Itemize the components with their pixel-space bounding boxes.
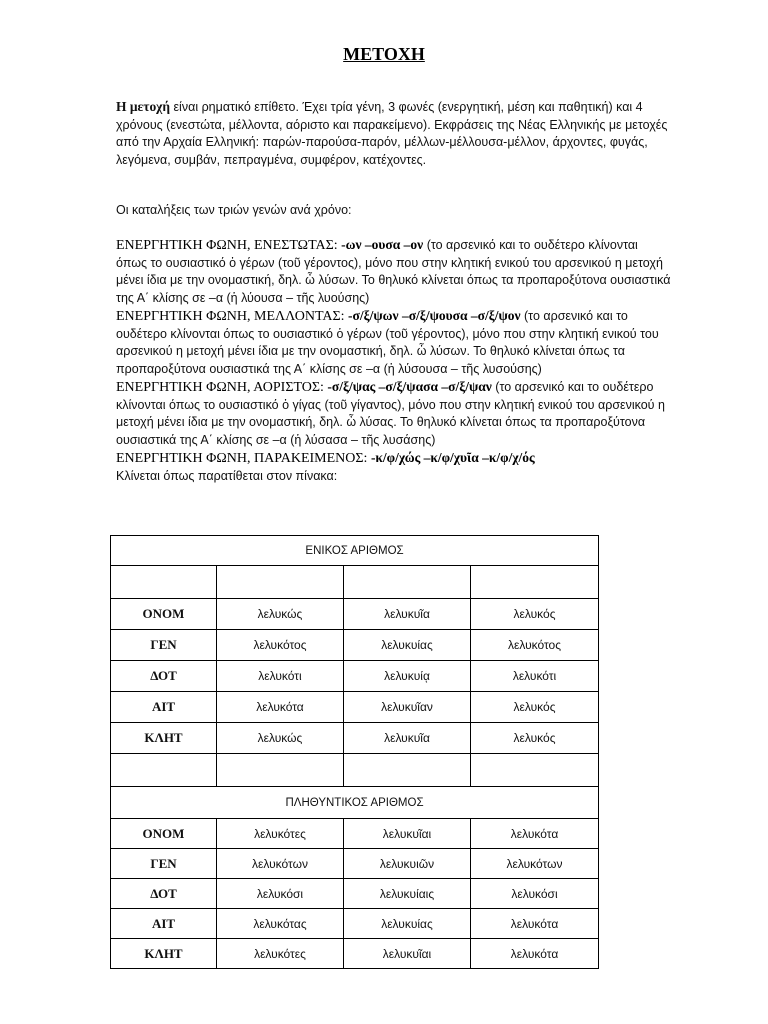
table-row [111,723,599,754]
masculine-form: λελυκότα [217,692,344,723]
declension-table [110,535,599,969]
section-present [116,236,672,307]
section-aorist [116,378,672,449]
table-row [111,879,599,909]
neuter-form: λελυκός [471,692,599,723]
section-endings: -σ/ξ/ψας –σ/ξ/ψασα –σ/ξ/ψαν [327,379,492,394]
endings-sections [116,236,672,485]
table-row [111,692,599,723]
singular-header: ΕΝΙΚΟΣ ΑΡΙΘΜΟΣ [111,536,599,566]
feminine-form: λελυκυῖαι [344,819,471,849]
case-label: ΟΝΟΜ [111,819,217,849]
case-label: ΟΝΟΜ [111,599,217,630]
plural-header: ΠΛΗΘΥΝΤΙΚΟΣ ΑΡΙΘΜΟΣ [111,787,599,819]
intro-paragraph [116,98,672,169]
table-row [111,909,599,939]
section-endings: -κ/φ/χώς –κ/φ/χυῖα –κ/φ/χ/ός [370,450,535,465]
case-label: ΚΛΗΤ [111,723,217,754]
neuter-form: λελυκότων [471,849,599,879]
section-heading: ΕΝΕΡΓΗΤΙΚΗ ΦΩΝΗ, ΜΕΛΛΟΝΤΑΣ: [116,309,349,324]
table-row [111,849,599,879]
intro-bold-term: Η μετοχή [116,99,171,114]
case-label: ΔΟΤ [111,879,217,909]
case-label: ΔΟΤ [111,661,217,692]
blank-row [111,754,599,787]
section-future [116,307,672,378]
feminine-form: λελυκυίας [344,909,471,939]
section-perfect [116,449,672,468]
intro-text: είναι ρηματικό επίθετο. Έχει τρία γένη, 3 φωνές (ενεργητική, μέση και παθητική) και 4 χρόνους (ενεστώτα, μέλλοντα, αόριστο και παρακείμενο). Εκφράσεις της Νέας Ελληνικής με μετοχές από την Αρχαία Ελληνική: παρών-παρούσα-παρόν, μέλλων-μέλλουσα-μέλλον, άρχοντες, φυγάς, λεγόμενα, συμβάν, πεπραγμένα, συμφέρον, κατέχοντες. [116,100,668,167]
table-row [111,630,599,661]
section-heading: ΕΝΕΡΓΗΤΙΚΗ ΦΩΝΗ, ΑΟΡΙΣΤΟΣ: [116,380,328,395]
page-title: ΜΕΤΟΧΗ [343,44,425,64]
feminine-form: λελυκυίᾳ [344,661,471,692]
case-label: ΓΕΝ [111,849,217,879]
neuter-form: λελυκότα [471,939,599,969]
case-label: ΚΛΗΤ [111,939,217,969]
masculine-form: λελυκότος [217,630,344,661]
section-endings: -ων –ουσα –ον [341,237,424,252]
neuter-form: λελυκόσι [471,879,599,909]
masculine-form: λελυκότες [217,819,344,849]
table-row [111,819,599,849]
neuter-form: λελυκότι [471,661,599,692]
case-label: ΑΙΤ [111,909,217,939]
masculine-form: λελυκότας [217,909,344,939]
neuter-form: λελυκότος [471,630,599,661]
masculine-form: λελυκότι [217,661,344,692]
section-heading: ΕΝΕΡΓΗΤΙΚΗ ΦΩΝΗ, ΕΝΕΣΤΩΤΑΣ: [116,238,342,253]
section-text: (το αρσενικό και το ουδέτερο κλίνονται όπως το ουσιαστικό ὁ γέρων (τοῦ γέροντος), μόνο που στην κλητική ενικού του αρσενικού η μετοχή μένει ίδια με την ονομαστική, δηλ. ὦ λύσων. Το θηλυκό κλίνεται όπως τα προπαροξύτονα ουσιαστικά της Α΄ κλίσης σε –α (ἡ λύουσα – τῆς λυούσης) [116,238,671,305]
table-row [111,599,599,630]
case-label: ΓΕΝ [111,630,217,661]
masculine-form: λελυκώς [217,599,344,630]
blank-row [111,566,599,599]
case-label: ΑΙΤ [111,692,217,723]
section-endings: -σ/ξ/ψων –σ/ξ/ψουσα –σ/ξ/ψον [348,308,521,323]
masculine-form: λελυκότων [217,849,344,879]
section-text: (το αρσενικό και το ουδέτερο κλίνονται όπως το ουσιαστικό ὁ γίγας (τοῦ γίγαντος), μόνο που στην κλητική ενικού του αρσενικού η μετοχή μένει ίδια με την ονομαστική, δηλ. ὦ λύσας. Το θηλυκό κλίνεται όπως τα προπαροξύτονα ουσιαστικά της Α΄ κλίσης σε –α (ἡ λύσασα – τῆς λυσάσης) [116,380,665,447]
feminine-form: λελυκυῖα [344,599,471,630]
table-row [111,939,599,969]
feminine-form: λελυκυῖαν [344,692,471,723]
feminine-form: λελυκυίας [344,630,471,661]
neuter-form: λελυκός [471,599,599,630]
table-row [111,661,599,692]
neuter-form: λελυκότα [471,909,599,939]
section-text: (το αρσενικό και το ουδέτερο κλίνονται όπως το ουσιαστικό ὁ γέρων (τοῦ γέροντος), μόνο που στην κλητική ενικού του αρσενικού η μετοχή μένει ίδια με την ονομαστική, δηλ. ὦ λύσων. Το θηλυκό κλίνεται όπως τα προπαροξύτονα ουσιαστικά της Α΄ κλίσης σε –α (ἡ λύσουσα – τῆς λυσούσης) [116,309,659,376]
section-heading: ΕΝΕΡΓΗΤΙΚΗ ΦΩΝΗ, ΠΑΡΑΚΕΙΜΕΝΟΣ: [116,451,371,466]
table-intro-line: Κλίνεται όπως παρατίθεται στον πίνακα: [116,468,338,483]
masculine-form: λελυκόσι [217,879,344,909]
endings-heading: Οι καταλήξεις των τριών γενών ανά χρόνο: [116,203,352,217]
feminine-form: λελυκυίαις [344,879,471,909]
neuter-form: λελυκότα [471,819,599,849]
masculine-form: λελυκότες [217,939,344,969]
feminine-form: λελυκυιῶν [344,849,471,879]
neuter-form: λελυκός [471,723,599,754]
masculine-form: λελυκώς [217,723,344,754]
feminine-form: λελυκυῖα [344,723,471,754]
feminine-form: λελυκυῖαι [344,939,471,969]
